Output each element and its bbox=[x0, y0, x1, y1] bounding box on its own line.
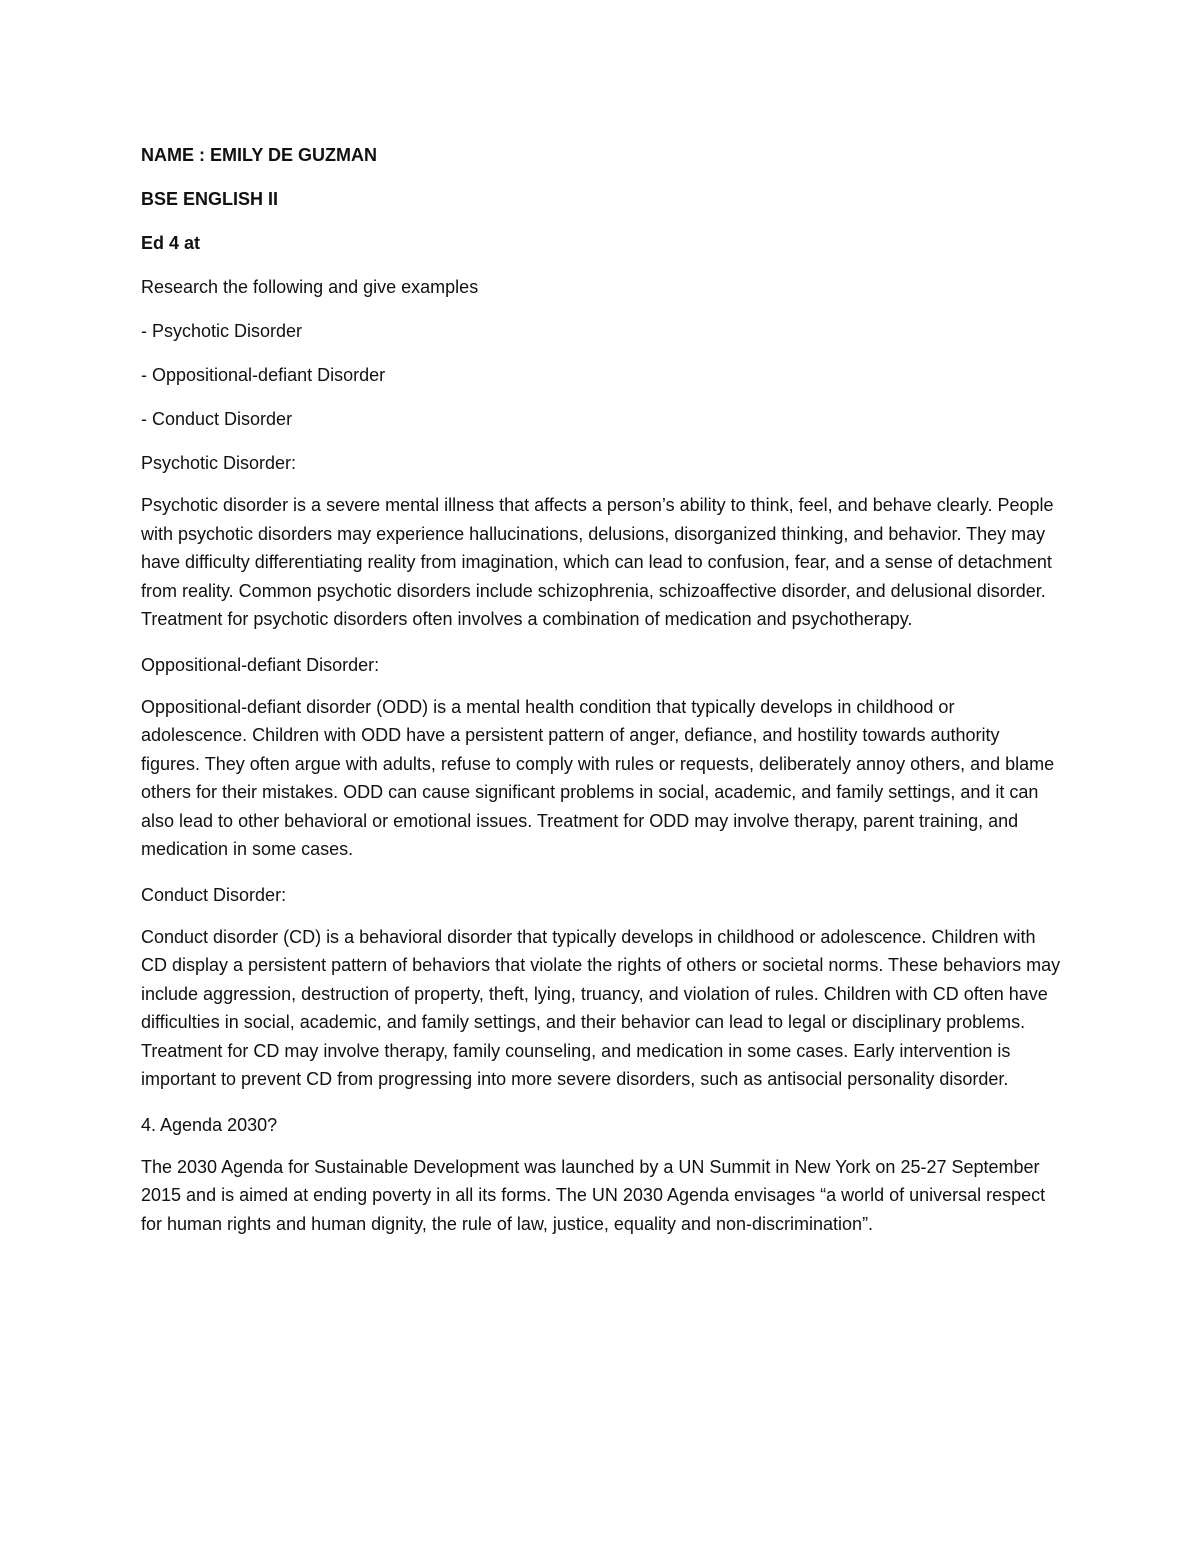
topic-list-item: - Psychotic Disorder bbox=[141, 321, 303, 341]
section-body-psychotic: Psychotic disorder is a severe mental illness that affects a person’s ability to think, feel, and behave clearly. People with psychotic disorders may experience hallucinations, delusions, disorganized thinking, and behavior. They may have difficulty differentiating reality from imagination, which can lead to confusion, fear, and a sense of detachment from reality. Common psychotic disorders include schizophrenia, schizoaffective disorder, and delusional disorder. Treatment for psychotic disorders often involves a combination of medication and psychotherapy. bbox=[141, 495, 1054, 629]
section-body-conduct: Conduct disorder (CD) is a behavioral disorder that typically develops in childhood or adolescence. Children with CD display a persistent pattern of behaviors that violate the rights of others or societal norms. These behaviors may include aggression, destruction of property, theft, lying, truancy, and violation of rules. Children with CD often have difficulties in social, academic, and family settings, and their behavior can lead to legal or disciplinary problems. Treatment for CD may involve therapy, family counseling, and medication in some cases. Early intervention is important to prevent CD from progressing into more severe disorders, such as antisocial personality disorder. bbox=[141, 926, 1061, 1089]
instruction-text: Research the following and give examples bbox=[141, 277, 479, 297]
document-body bbox=[141, 139, 1061, 1253]
section-body-agenda: The 2030 Agenda for Sustainable Development was launched by a UN Summit in New York on 25-27 September 2015 and is aimed at ending poverty in all its forms. The UN 2030 Agenda envisages “a world of universal respect for human rights and human dignity, the rule of law, justice, equality and non-discrimination”. bbox=[141, 1156, 1046, 1234]
student-name: NAME : EMILY DE GUZMAN bbox=[141, 145, 378, 165]
section-name: Ed 4 at bbox=[141, 233, 201, 253]
topic-list-item: - Oppositional-defiant Disorder bbox=[141, 365, 386, 385]
section-body-odd: Oppositional-defiant disorder (ODD) is a mental health condition that typically develops in childhood or adolescence. Children with ODD have a persistent pattern of anger, defiance, and hostility towards authority figures. They often argue with adults, refuse to comply with rules or requests, deliberately annoy others, and blame others for their mistakes. ODD can cause significant problems in social, academic, and family settings, and it can also lead to other behavioral or emotional issues. Treatment for ODD may involve therapy, parent training, and medication in some cases. bbox=[141, 696, 1055, 859]
section-heading-psychotic: Psychotic Disorder: bbox=[141, 453, 297, 473]
course-name: BSE ENGLISH II bbox=[141, 189, 279, 209]
topic-list-item: - Conduct Disorder bbox=[141, 409, 293, 429]
section-heading-agenda: 4. Agenda 2030? bbox=[141, 1114, 278, 1135]
section-heading-odd: Oppositional-defiant Disorder: bbox=[141, 654, 380, 675]
section-heading-conduct: Conduct Disorder: bbox=[141, 884, 287, 905]
